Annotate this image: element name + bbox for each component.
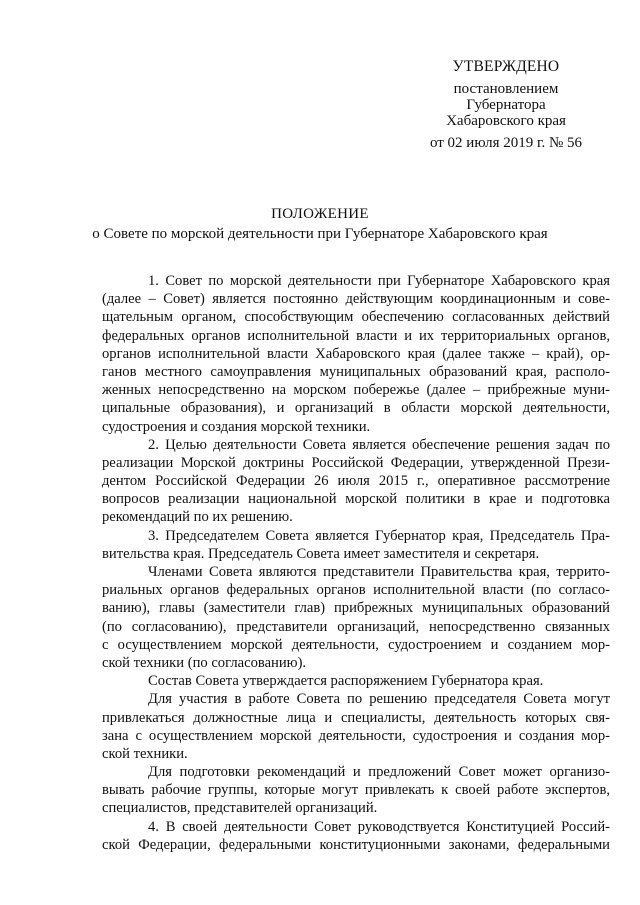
paragraph-line: (по согласованию), представители организаций, непосредственно связанных [102, 618, 610, 635]
paragraph-line: рекомендаций по их решению. [102, 509, 293, 526]
paragraph-line: реализации Морской доктрины Российской Федерации, утвержденной Прези- [102, 454, 610, 471]
paragraph-line: привлекаться должностные лица и специалисты, деятельность которых свя- [102, 709, 610, 726]
paragraph-line: 1. Совет по морской деятельности при Губернаторе Хабаровского края [148, 273, 610, 289]
approval-heading: УТВЕРЖДЕНО [452, 58, 560, 75]
paragraph-line: вывать рабочие группы, которые могут привлекать к своей работе экспертов, [102, 782, 610, 799]
paragraph-line: органов исполнительной власти Хабаровского края (далее также – край), ор- [102, 345, 610, 362]
approval-line-3: Хабаровского края [446, 113, 566, 129]
paragraph-line: ской техники. [102, 745, 188, 762]
paragraph-line: федеральных органов исполнительной власти и их территориальных органов, [102, 327, 610, 344]
approval-date: от 02 июля 2019 г. № 56 [429, 135, 583, 151]
approval-stamp [426, 59, 586, 151]
paragraph-line: женных непосредственно на морском побережье (далее – прибрежные муни- [102, 382, 610, 399]
paragraph-line: специалистов, представителей организаций. [102, 800, 378, 817]
approval-line-2: Губернатора [466, 97, 546, 113]
paragraph-line: Состав Совета утверждается распоряжением Губернатора края. [148, 673, 544, 690]
paragraph-line: зана с осуществлением морской деятельности, судостроения и создания мор- [102, 727, 610, 744]
document-subtitle: о Совете по морской деятельности при Губернаторе Хабаровского края [92, 226, 548, 242]
paragraph-line: вопросов реализации национальной морской политики в крае и подготовка [102, 491, 610, 508]
document-title: ПОЛОЖЕНИЕ [271, 206, 369, 222]
approval-line-1: постановлением [453, 81, 559, 97]
paragraph-line: ской Федерации, федеральными конституционными законами, федеральными [102, 836, 610, 853]
paragraph [102, 272, 610, 436]
paragraph-line: Для подготовки рекомендаций и предложений Совет может организо- [148, 764, 610, 781]
paragraph-line: риальных органов федеральных органов исполнительной власти (по согласо- [102, 582, 610, 599]
paragraph-line: вительства края. Председатель Совета имеет заместителя и секретаря. [102, 545, 540, 562]
paragraph-line: судостроения и создания морской техники. [102, 418, 371, 435]
paragraph [102, 818, 610, 854]
paragraph-line: Для участия в работе Совета по решению председателя Совета могут [148, 691, 610, 708]
paragraph-line: 2. Целью деятельности Совета является обеспечение решения задач по [148, 436, 610, 453]
paragraph-line: ципальные образования), и организаций в области морской деятельности, [102, 400, 610, 417]
document-body [102, 272, 610, 854]
paragraph [102, 672, 610, 690]
paragraph-line: 4. В своей деятельности Совет руководствуется Конституцией Россий- [148, 818, 610, 835]
paragraph [102, 690, 610, 763]
paragraph [102, 563, 610, 672]
paragraph [102, 763, 610, 818]
paragraph-line: ской техники (по согласованию). [102, 654, 307, 671]
paragraph [102, 527, 610, 563]
paragraph [102, 436, 610, 527]
paragraph-line: щательным органом, способствующим обеспечению согласованных действий [102, 309, 610, 326]
paragraph-line: 3. Председателем Совета является Губернатор края, Председатель Пра- [148, 527, 610, 544]
paragraph-line: Членами Совета являются представители Правительства края, террито- [148, 564, 610, 580]
paragraph-line: (далее – Совет) является постоянно действующим координационным и сове- [102, 291, 610, 308]
paragraph-line: дентом Российской Федерации 26 июля 2015 г., оперативное рассмотрение [102, 473, 610, 490]
paragraph-line: ванию), главы (заместители глав) прибрежных муниципальных образований [102, 600, 610, 617]
document-title-block [0, 205, 640, 243]
paragraph-line: с осуществлением морской деятельности, судостроением и созданием мор- [102, 636, 610, 653]
paragraph-line: ганов местного самоуправления муниципальных образований края, располо- [102, 363, 610, 380]
